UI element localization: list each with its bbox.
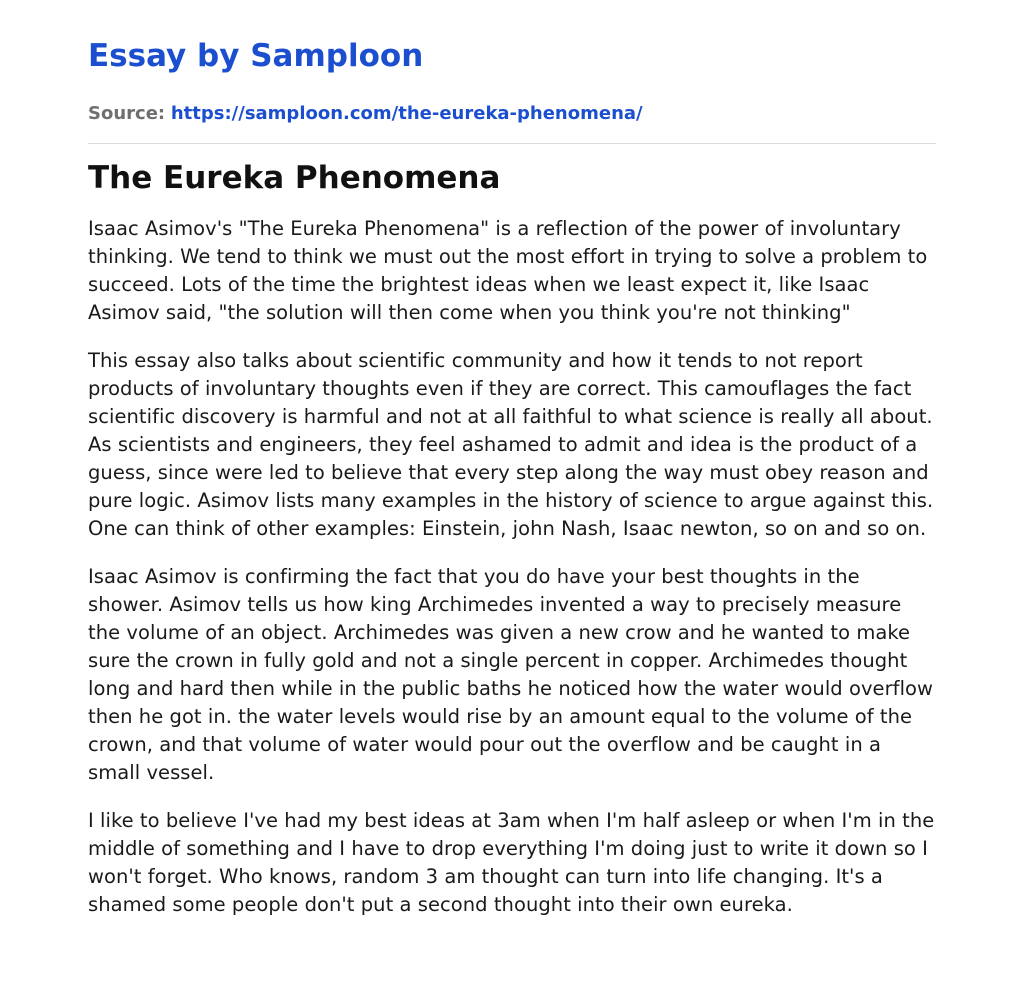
source-line <box>88 102 936 126</box>
essay-paragraph-1: Isaac Asimov's "The Eureka Phenomena" is a reflection of the power of involuntary thinking. We tend to think we must out the most effort in trying to solve a problem to succeed. Lots of the time the brightest ideas when we least expect it, like Isaac Asimov said, "the solution will then come when you think you're not thinking" <box>88 217 928 324</box>
site-brand-title: Essay by Samploon <box>88 38 424 74</box>
header-divider <box>88 143 936 144</box>
essay-paragraph-4: I like to believe I've had my best ideas at 3am when I'm half asleep or when I'm in the middle of something and I have to drop everything I'm doing just to write it down so I won't forget. Who knows, random 3 am thought can turn into life changing. It's a shamed some people don't put a second thought into their own eureka. <box>88 809 935 916</box>
essay-page <box>88 0 936 919</box>
essay-title: The Eureka Phenomena <box>88 160 501 196</box>
essay-body <box>88 215 936 919</box>
source-label: Source: <box>88 103 166 124</box>
essay-paragraph-2: This essay also talks about scientific community and how it tends to not report products of involuntary thoughts even if they are correct. This camouflages the fact scientific discovery is harmful and not at all faithful to what science is really all about. As scientists and engineers, they feel ashamed to admit and idea is the product of a guess, since were led to believe that every step along the way must obey reason and pure logic. Asimov lists many examples in the history of science to argue against this. One can think of other examples: Einstein, john Nash, Isaac newton, so on and so on. <box>88 349 934 540</box>
essay-paragraph-3: Isaac Asimov is confirming the fact that you do have your best thoughts in the shower. Asimov tells us how king Archimedes invented a way to precisely measure the volume of an object. Archimedes was given a new crow and he wanted to make sure the crown in fully gold and not a single percent in copper. Archimedes thought long and hard then while in the public baths he noticed how the water would overflow then he got in. the water levels would rise by an amount equal to the volume of the crown, and that volume of water would pour out the overflow and be caught in a small vessel. <box>88 565 934 784</box>
source-link[interactable]: https://samploon.com/the-eureka-phenomena/ <box>170 103 643 124</box>
